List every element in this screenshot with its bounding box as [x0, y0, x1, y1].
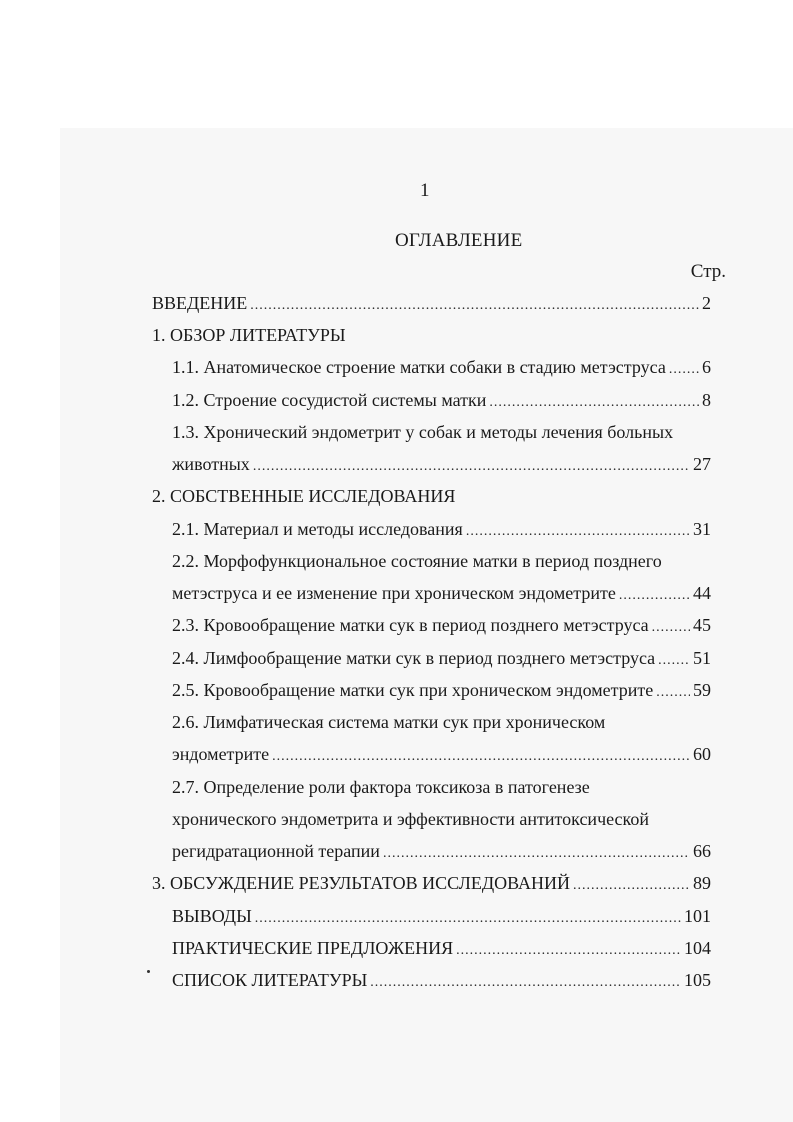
toc-entry-page: 105 [684, 970, 711, 990]
dot-leader [489, 388, 699, 415]
toc-entry-page: 101 [684, 906, 711, 926]
toc-entry-label: эндометрите [172, 744, 270, 764]
toc-chapter-2[interactable]: 2. СОБСТВЕННЫЕ ИССЛЕДОВАНИЯ [152, 486, 456, 506]
toc-entry-page: 89 [693, 873, 711, 893]
toc-entry-2-7[interactable] [172, 836, 711, 866]
toc-entry-2-5[interactable] [172, 675, 711, 705]
toc-entry-2-6-line1[interactable]: 2.6. Лимфатическая система матки сук при хроническом [172, 712, 606, 732]
dot-leader [456, 936, 681, 963]
toc-entry-page: 60 [693, 744, 711, 764]
toc-entry-label: 1.2. Строение сосудистой системы матки [172, 390, 487, 410]
toc-entry-label: 2.1. Материал и методы исследования [172, 519, 463, 539]
toc-entry-label: 2.3. Кровообращение матки сук в период позднего метэструса [172, 615, 649, 635]
page-title: ОГЛАВЛЕНИЕ [395, 230, 523, 251]
toc-entry-label: 3. ОБСУЖДЕНИЕ РЕЗУЛЬТАТОВ ИССЛЕДОВАНИЙ [152, 873, 571, 893]
toc-entry-2-3[interactable] [172, 610, 711, 640]
toc-entry-page: 45 [693, 615, 711, 635]
toc-entry-label: СПИСОК ЛИТЕРАТУРЫ [172, 970, 368, 990]
toc-entry-2-2-line1[interactable]: 2.2. Морфофункциональное состояние матки в период позднего [172, 551, 662, 571]
dot-leader [658, 646, 690, 673]
dot-leader [253, 452, 690, 479]
toc-entry-2-1[interactable] [172, 514, 711, 544]
toc-entry-page: 2 [702, 293, 711, 313]
toc-entry-conclusions[interactable] [172, 901, 711, 931]
dot-leader [370, 968, 681, 995]
toc-entry-2-7-line2[interactable]: хронического эндометрита и эффективности антитоксической [172, 809, 650, 829]
toc-entry-1-1[interactable] [172, 352, 711, 382]
toc-entry-page: 66 [693, 841, 711, 861]
dot-leader [255, 904, 681, 931]
dot-leader [573, 871, 690, 898]
toc-entry-page: 44 [693, 583, 711, 603]
dot-leader [250, 291, 699, 318]
toc-entry-page: 51 [693, 648, 711, 668]
toc-entry-2-6[interactable] [172, 739, 711, 769]
toc-entry-page: 104 [684, 938, 711, 958]
scan-speck [147, 970, 150, 973]
toc-chapter-1[interactable]: 1. ОБЗОР ЛИТЕРАТУРЫ [152, 325, 346, 345]
toc-entry-page: 27 [693, 454, 711, 474]
toc-entry-label: животных [172, 454, 250, 474]
toc-entry-2-4[interactable] [172, 643, 711, 673]
toc-entry-1-3[interactable] [172, 449, 711, 479]
toc-entry-1-2[interactable] [172, 385, 711, 415]
dot-leader [619, 581, 690, 608]
dot-leader [466, 517, 690, 544]
toc-entry-label: регидратационной терапии [172, 841, 380, 861]
toc-entry-2-2[interactable] [172, 578, 711, 608]
toc-entry-recommendations[interactable] [172, 933, 711, 963]
dot-leader [656, 678, 690, 705]
toc-entry-page: 59 [693, 680, 711, 700]
page-number: 1 [420, 180, 430, 201]
toc-entry-page: 31 [693, 519, 711, 539]
dot-leader [272, 742, 690, 769]
dot-leader [652, 613, 690, 640]
toc-entry-page: 8 [702, 390, 711, 410]
toc-entry-intro[interactable] [152, 288, 711, 318]
toc-entry-label: ВВЕДЕНИЕ [152, 293, 248, 313]
toc-entry-2-7-line1[interactable]: 2.7. Определение роли фактора токсикоза в патогенезе [172, 777, 590, 797]
toc-entry-label: метэструса и ее изменение при хроническом эндометрите [172, 583, 616, 603]
dot-leader [383, 839, 690, 866]
dot-leader [669, 355, 699, 382]
page-column-header: Стр. [690, 261, 726, 282]
toc-entry-label: ПРАКТИЧЕСКИЕ ПРЕДЛОЖЕНИЯ [172, 938, 454, 958]
toc-entry-page: 6 [702, 357, 711, 377]
toc-entry-label: 1.1. Анатомическое строение матки собаки в стадию метэструса [172, 357, 666, 377]
toc-entry-label: 2.5. Кровообращение матки сук при хроническом эндометрите [172, 680, 654, 700]
toc-entry-label: 2.4. Лимфообращение матки сук в период позднего метэструса [172, 648, 656, 668]
toc-chapter-3[interactable] [152, 868, 711, 898]
toc-entry-1-3-line1[interactable]: 1.3. Хронический эндометрит у собак и методы лечения больных [172, 422, 674, 442]
toc-entry-references[interactable] [172, 965, 711, 995]
toc-entry-label: ВЫВОДЫ [172, 906, 252, 926]
